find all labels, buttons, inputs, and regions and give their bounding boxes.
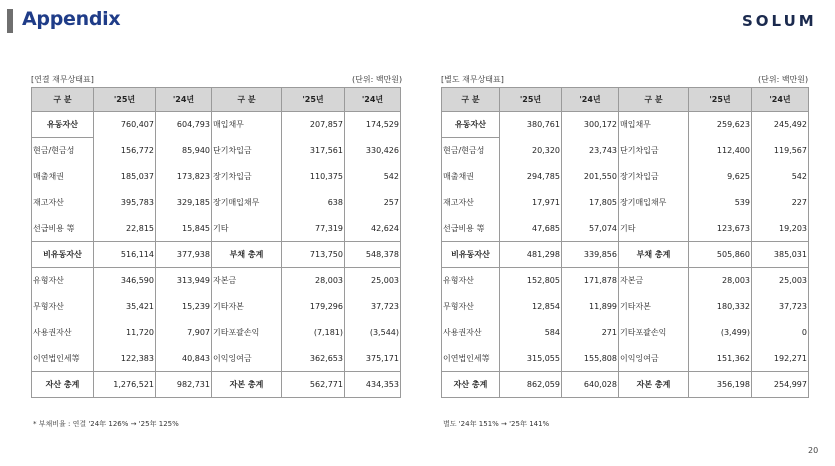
- row-label-cell: 현금/현금성: [442, 138, 500, 164]
- value-cell: 300,172: [562, 112, 619, 138]
- table-row: [32, 346, 401, 372]
- value-cell: 156,772: [94, 138, 156, 164]
- value-cell: (3,544): [345, 320, 401, 346]
- table-row: [32, 216, 401, 242]
- value-cell: 329,185: [156, 190, 212, 216]
- value-cell: 395,783: [94, 190, 156, 216]
- value-cell: 257: [345, 190, 401, 216]
- value-cell: 548,378: [345, 242, 401, 268]
- table-row: [442, 346, 809, 372]
- value-cell: 542: [752, 164, 809, 190]
- row-label-cell: 기타: [619, 216, 689, 242]
- row-label-cell: 자산 총계: [442, 372, 500, 398]
- value-cell: 539: [689, 190, 752, 216]
- value-cell: 15,239: [156, 294, 212, 320]
- row-label-cell: 부채 총계: [212, 242, 282, 268]
- value-cell: 356,198: [689, 372, 752, 398]
- column-header: '25년: [282, 88, 345, 112]
- table-row: [442, 268, 809, 294]
- row-label-cell: 재고자산: [32, 190, 94, 216]
- value-cell: 385,031: [752, 242, 809, 268]
- value-cell: (7,181): [282, 320, 345, 346]
- value-cell: 245,492: [752, 112, 809, 138]
- value-cell: 562,771: [282, 372, 345, 398]
- value-cell: 180,332: [689, 294, 752, 320]
- row-label-cell: 사용권자산: [32, 320, 94, 346]
- value-cell: 604,793: [156, 112, 212, 138]
- table-row: [32, 294, 401, 320]
- row-label-cell: 선급비용 等: [32, 216, 94, 242]
- row-label-cell: 유형자산: [32, 268, 94, 294]
- table-row: [442, 138, 809, 164]
- row-label-cell: 단기차입금: [212, 138, 282, 164]
- value-cell: 85,940: [156, 138, 212, 164]
- column-header: 구 분: [212, 88, 282, 112]
- column-header: '25년: [689, 88, 752, 112]
- row-label-cell: 장기매입채무: [619, 190, 689, 216]
- row-label-cell: 매입채무: [212, 112, 282, 138]
- row-label-cell: 자본금: [212, 268, 282, 294]
- table-header-row: [442, 88, 809, 112]
- row-label-cell: 유동자산: [442, 112, 500, 138]
- column-header: 구 분: [32, 88, 94, 112]
- value-cell: 12,854: [500, 294, 562, 320]
- value-cell: 313,949: [156, 268, 212, 294]
- value-cell: 271: [562, 320, 619, 346]
- value-cell: 0: [752, 320, 809, 346]
- value-cell: 37,723: [752, 294, 809, 320]
- value-cell: 25,003: [345, 268, 401, 294]
- value-cell: 377,938: [156, 242, 212, 268]
- value-cell: 640,028: [562, 372, 619, 398]
- separate-balance-sheet-table: [441, 87, 809, 398]
- row-label-cell: 유형자산: [442, 268, 500, 294]
- value-cell: 112,400: [689, 138, 752, 164]
- value-cell: 173,823: [156, 164, 212, 190]
- value-cell: 28,003: [689, 268, 752, 294]
- value-cell: 201,550: [562, 164, 619, 190]
- value-cell: 7,907: [156, 320, 212, 346]
- column-header: '25년: [500, 88, 562, 112]
- row-label-cell: 기타포괄손익: [619, 320, 689, 346]
- value-cell: 37,723: [345, 294, 401, 320]
- value-cell: 982,731: [156, 372, 212, 398]
- value-cell: (3,499): [689, 320, 752, 346]
- table-row: [442, 294, 809, 320]
- row-label-cell: 부채 총계: [619, 242, 689, 268]
- row-label-cell: 장기차입금: [212, 164, 282, 190]
- value-cell: 542: [345, 164, 401, 190]
- left-table-unit: (단위: 백만원): [352, 75, 403, 84]
- row-label-cell: 사용권자산: [442, 320, 500, 346]
- row-label-cell: 유동자산: [32, 112, 94, 138]
- value-cell: 380,761: [500, 112, 562, 138]
- value-cell: 22,815: [94, 216, 156, 242]
- column-header: '24년: [562, 88, 619, 112]
- page-number: 20: [808, 446, 819, 455]
- table-row: [32, 268, 401, 294]
- value-cell: 11,720: [94, 320, 156, 346]
- value-cell: 481,298: [500, 242, 562, 268]
- value-cell: 207,857: [282, 112, 345, 138]
- value-cell: 57,074: [562, 216, 619, 242]
- value-cell: 28,003: [282, 268, 345, 294]
- table-row: [442, 112, 809, 138]
- company-logo: SOLUM: [742, 12, 817, 30]
- value-cell: 713,750: [282, 242, 345, 268]
- row-label-cell: 이연법인세等: [442, 346, 500, 372]
- value-cell: 294,785: [500, 164, 562, 190]
- row-label-cell: 이익잉여금: [619, 346, 689, 372]
- row-label-cell: 자본 총계: [619, 372, 689, 398]
- row-label-cell: 무형자산: [442, 294, 500, 320]
- value-cell: 17,805: [562, 190, 619, 216]
- value-cell: 862,059: [500, 372, 562, 398]
- value-cell: 185,037: [94, 164, 156, 190]
- row-label-cell: 자본 총계: [212, 372, 282, 398]
- table-row: [442, 164, 809, 190]
- row-label-cell: 기타포괄손익: [212, 320, 282, 346]
- right-table-caption: [별도 재무상태표]: [441, 75, 504, 84]
- table-row: [442, 242, 809, 268]
- value-cell: 42,624: [345, 216, 401, 242]
- value-cell: 119,567: [752, 138, 809, 164]
- row-label-cell: 매입채무: [619, 112, 689, 138]
- table-row: [442, 320, 809, 346]
- value-cell: 1,276,521: [94, 372, 156, 398]
- value-cell: 15,845: [156, 216, 212, 242]
- table-header-row: [32, 88, 401, 112]
- right-table-body: [442, 88, 809, 398]
- table-row: [32, 112, 401, 138]
- value-cell: 17,971: [500, 190, 562, 216]
- value-cell: 171,878: [562, 268, 619, 294]
- left-table-caption: [연결 재무상태표]: [31, 75, 94, 84]
- value-cell: 434,353: [345, 372, 401, 398]
- table-row: [32, 372, 401, 398]
- table-row: [32, 242, 401, 268]
- value-cell: 40,843: [156, 346, 212, 372]
- row-label-cell: 이연법인세等: [32, 346, 94, 372]
- value-cell: 23,743: [562, 138, 619, 164]
- value-cell: 317,561: [282, 138, 345, 164]
- row-label-cell: 자본금: [619, 268, 689, 294]
- row-label-cell: 단기차입금: [619, 138, 689, 164]
- table-row: [442, 216, 809, 242]
- value-cell: 152,805: [500, 268, 562, 294]
- row-label-cell: 현금/현금성: [32, 138, 94, 164]
- value-cell: 110,375: [282, 164, 345, 190]
- consolidated-balance-sheet-table: [31, 87, 401, 398]
- value-cell: 77,319: [282, 216, 345, 242]
- value-cell: 179,296: [282, 294, 345, 320]
- value-cell: 339,856: [562, 242, 619, 268]
- row-label-cell: 매출채권: [442, 164, 500, 190]
- right-table-unit: (단위: 백만원): [758, 75, 809, 84]
- table-row: [32, 320, 401, 346]
- title-accent-bar: [7, 9, 13, 33]
- row-label-cell: 기타자본: [619, 294, 689, 320]
- table-row: [32, 138, 401, 164]
- value-cell: 174,529: [345, 112, 401, 138]
- value-cell: 123,673: [689, 216, 752, 242]
- value-cell: 47,685: [500, 216, 562, 242]
- left-table-body: [32, 88, 401, 398]
- table-row: [32, 164, 401, 190]
- value-cell: 259,623: [689, 112, 752, 138]
- row-label-cell: 무형자산: [32, 294, 94, 320]
- value-cell: 151,362: [689, 346, 752, 372]
- value-cell: 375,171: [345, 346, 401, 372]
- value-cell: 155,808: [562, 346, 619, 372]
- page-title: Appendix: [22, 8, 121, 30]
- value-cell: 346,590: [94, 268, 156, 294]
- value-cell: 505,860: [689, 242, 752, 268]
- value-cell: 25,003: [752, 268, 809, 294]
- value-cell: 315,055: [500, 346, 562, 372]
- value-cell: 20,320: [500, 138, 562, 164]
- value-cell: 227: [752, 190, 809, 216]
- row-label-cell: 선급비용 等: [442, 216, 500, 242]
- value-cell: 19,203: [752, 216, 809, 242]
- value-cell: 35,421: [94, 294, 156, 320]
- table-row: [442, 372, 809, 398]
- column-header: 구 분: [619, 88, 689, 112]
- value-cell: 330,426: [345, 138, 401, 164]
- row-label-cell: 기타자본: [212, 294, 282, 320]
- column-header: '25년: [94, 88, 156, 112]
- value-cell: 9,625: [689, 164, 752, 190]
- row-label-cell: 자산 총계: [32, 372, 94, 398]
- value-cell: 362,653: [282, 346, 345, 372]
- row-label-cell: 이익잉여금: [212, 346, 282, 372]
- column-header: '24년: [156, 88, 212, 112]
- row-label-cell: 비유동자산: [32, 242, 94, 268]
- value-cell: 638: [282, 190, 345, 216]
- row-label-cell: 비유동자산: [442, 242, 500, 268]
- value-cell: 192,271: [752, 346, 809, 372]
- table-row: [32, 190, 401, 216]
- value-cell: 760,407: [94, 112, 156, 138]
- row-label-cell: 기타: [212, 216, 282, 242]
- column-header: 구 분: [442, 88, 500, 112]
- left-debt-ratio-note: * 부채비율 : 연결 '24年 126% → '25年 125%: [33, 420, 179, 428]
- right-debt-ratio-note: 별도 '24年 151% → '25年 141%: [443, 420, 550, 428]
- value-cell: 254,997: [752, 372, 809, 398]
- row-label-cell: 장기차입금: [619, 164, 689, 190]
- table-row: [442, 190, 809, 216]
- value-cell: 516,114: [94, 242, 156, 268]
- value-cell: 11,899: [562, 294, 619, 320]
- column-header: '24년: [345, 88, 401, 112]
- value-cell: 122,383: [94, 346, 156, 372]
- value-cell: 584: [500, 320, 562, 346]
- row-label-cell: 매출채권: [32, 164, 94, 190]
- row-label-cell: 재고자산: [442, 190, 500, 216]
- row-label-cell: 장기매입채무: [212, 190, 282, 216]
- column-header: '24년: [752, 88, 809, 112]
